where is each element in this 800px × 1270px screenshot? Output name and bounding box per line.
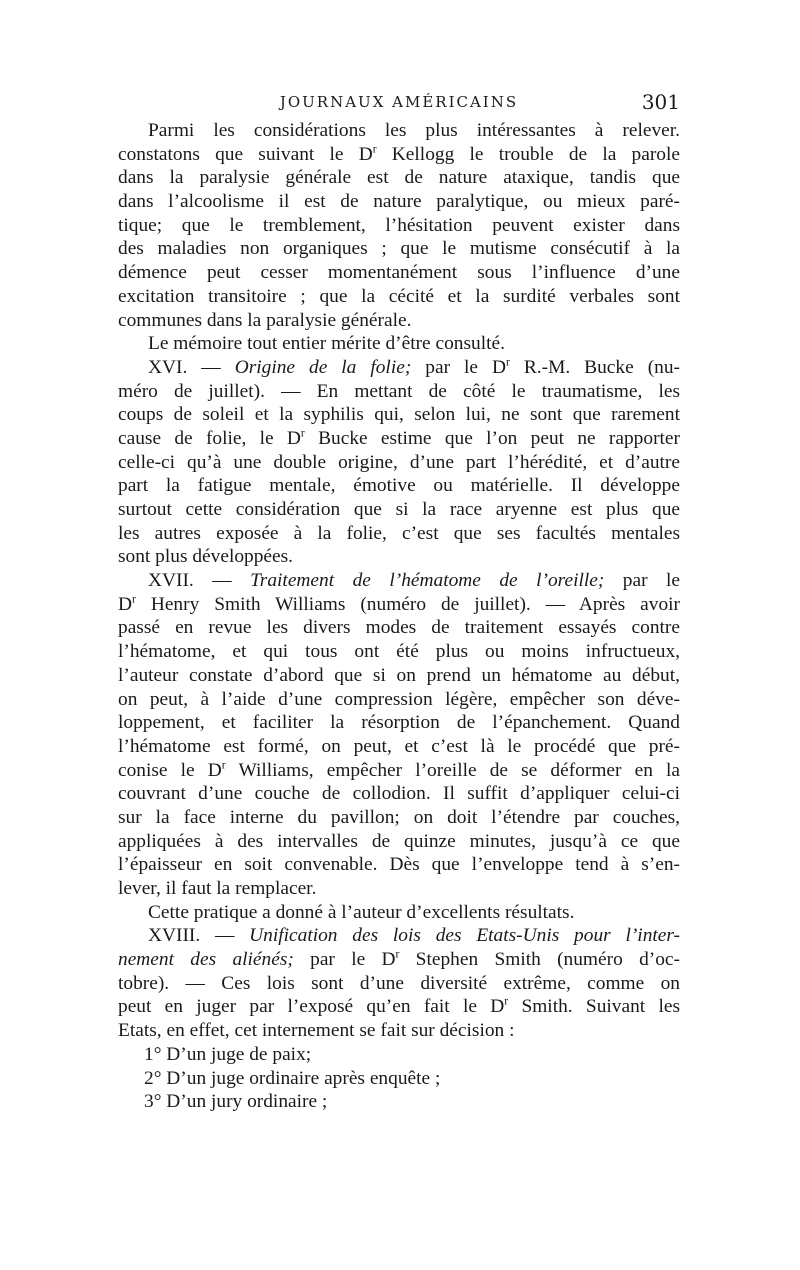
text-line: excitation transitoire ; que la cécité et la surdité verbales sont xyxy=(118,285,680,307)
text-line: les autres exposée à la folie, c’est que ses facultés mentales xyxy=(118,522,680,544)
text-line: couvrant d’une couche de collodion. Il suffit d’appliquer celui-ci xyxy=(118,783,680,805)
text-line: XVIII. — Unification des lois des Etats-Unis pour l’inter- xyxy=(148,925,680,947)
text-line: lever, il faut la remplacer. xyxy=(118,878,317,899)
text-line: dans l’alcoolisme il est de nature paralytique, ou mieux paré- xyxy=(118,191,680,213)
text-line: l’épaisseur en soit convenable. Dès que l’enveloppe tend à s’en- xyxy=(118,854,680,876)
text-line: nement des aliénés; par le $D^r$ Stephen Smith (numéro d’oc- xyxy=(118,947,680,971)
text-line: constatons que suivant le $D^r$ Kellogg le trouble de la parole xyxy=(118,142,680,165)
text-line: 1° D’un juge de paix; xyxy=(144,1043,312,1065)
running-title: JOURNAUX AMÉRICAINS xyxy=(279,93,519,111)
text-line: Le mémoire tout entier mérite d’être consulté. xyxy=(148,333,505,355)
text-line: méro de juillet). — En mettant de côté le traumatisme, les xyxy=(118,380,680,402)
text-line: tique; que le tremblement, l’hésitation peuvent exister dans xyxy=(118,214,680,236)
text-line: $D^r$ Henry Smith Williams (numéro de juillet). — Après avoir xyxy=(118,592,680,615)
text-line: peut en juger par l’exposé qu’en fait le $D^r$ Smith. Suivant les xyxy=(118,994,680,1018)
text-line: 3° D’un jury ordinaire ; xyxy=(144,1091,328,1113)
text-line: loppement, et faciliter la résorption de l’épanchement. Quand xyxy=(118,712,680,734)
text-line: appliquées à des intervalles de quinze minutes, jusqu’à ce que xyxy=(118,830,680,852)
text-line: XVII. — Traitement de l’hématome de l’oreille; par le xyxy=(148,570,681,592)
text-line: l’auteur constate d’abord que si on prend un hématome au début, xyxy=(118,664,680,686)
body-text xyxy=(118,119,680,1114)
text-line: coups de soleil et la syphilis qui, selon lui, ne sont que rarement xyxy=(118,404,680,426)
text-line: l’hématome est formé, on peut, et c’est là le procédé que pré- xyxy=(118,735,680,757)
text-line: des maladies non organiques ; que le mutisme consécutif à la xyxy=(118,238,680,260)
text-line: part la fatigue mentale, émotive ou matérielle. Il développe xyxy=(118,475,680,497)
text-line: cause de folie, le $D^r$ Bucke estime que l’on peut ne rapporter xyxy=(118,426,680,449)
text-line: l’hématome, et qui tous ont été plus ou moins infructueux, xyxy=(118,641,680,663)
text-line: sont plus développées. xyxy=(118,546,294,568)
page-number: 301 xyxy=(641,90,680,114)
text-line: passé en revue les divers modes de traitement essayés contre xyxy=(118,617,680,639)
text-line: communes dans la paralysie générale. xyxy=(118,309,412,331)
text-line: tobre). — Ces lois sont d’une diversité extrême, comme on xyxy=(118,972,680,994)
text-line: Parmi les considérations les plus intéressantes à relever. xyxy=(148,120,680,141)
text-line: on peut, à l’aide d’une compression légère, empêcher son déve- xyxy=(118,688,680,710)
text-line: XVI. — Origine de la folie; par le $D^r$ R.-M. Bucke (nu- xyxy=(148,355,681,378)
text-line: conise le $D^r$ Williams, empêcher l’oreille de se déformer en la xyxy=(118,758,681,781)
text-line: sur la face interne du pavillon; on doit l’étendre par couches, xyxy=(118,806,680,828)
text-line: dans la paralysie générale est de nature ataxique, tandis que xyxy=(118,167,680,189)
text-line: Cette pratique a donné à l’auteur d’excellents résultats. xyxy=(148,901,575,923)
text-line: celle-ci qu’à une double origine, d’une part l’hérédité, et d’autre xyxy=(118,451,680,473)
text-line: surtout cette considération que si la race aryenne est plus que xyxy=(118,499,680,520)
text-line: 2° D’un juge ordinaire après enquête ; xyxy=(144,1067,441,1089)
text-line: Etats, en effet, cet internement se fait sur décision : xyxy=(118,1020,515,1042)
text-line: démence peut cesser momentanément sous l’influence d’une xyxy=(118,262,680,284)
